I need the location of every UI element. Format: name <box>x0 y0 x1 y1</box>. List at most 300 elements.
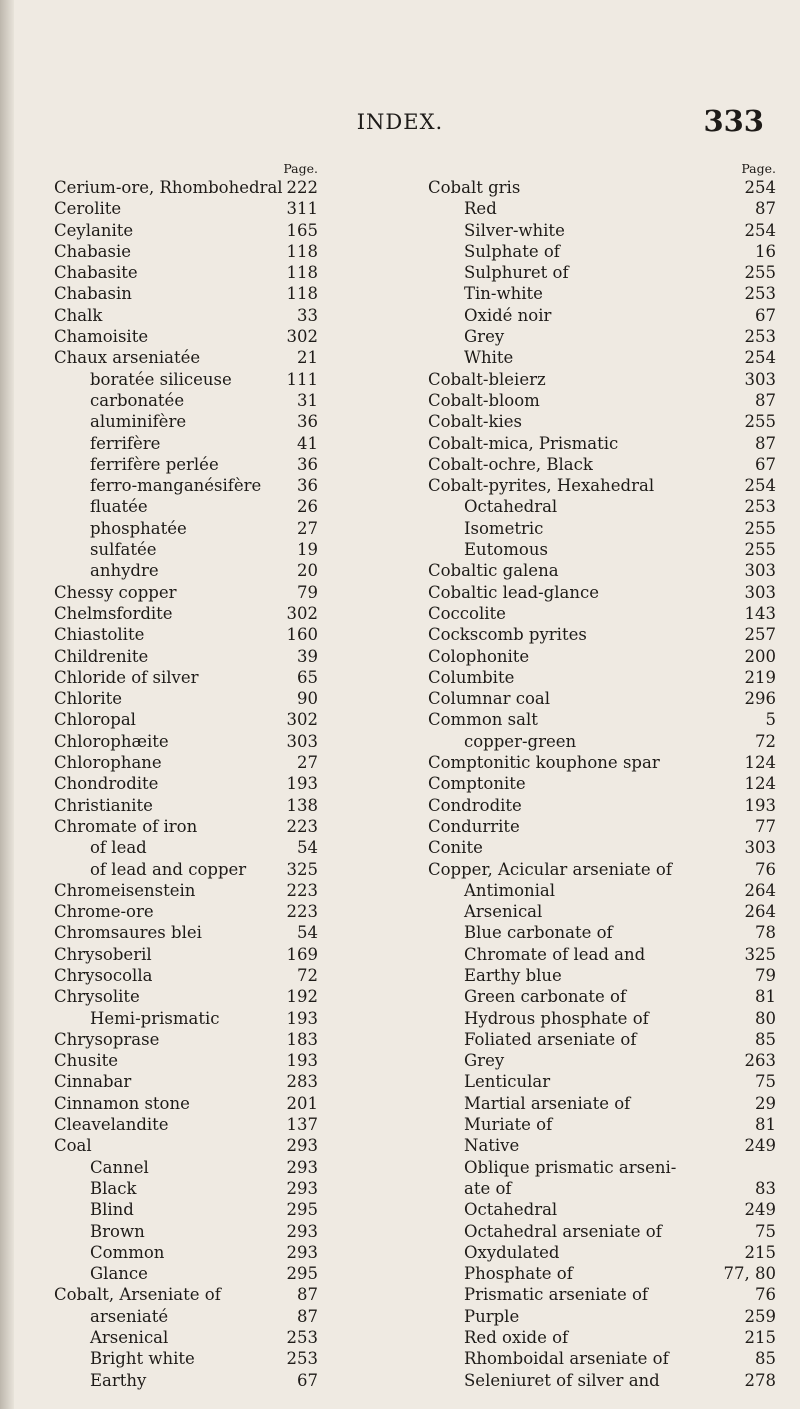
index-entry <box>54 922 394 943</box>
entry-term: Chlorophane <box>54 753 162 773</box>
entry-page: 264 <box>744 902 776 922</box>
entry-term: Condrodite <box>428 795 522 815</box>
index-entry <box>428 646 776 667</box>
entry-term: Grey <box>464 327 505 347</box>
entry-term: Chiastolite <box>54 625 145 645</box>
index-entry <box>54 1306 394 1327</box>
entry-page: 257 <box>744 625 776 645</box>
index-entry <box>428 1327 776 1348</box>
entry-term: Comptonitic kouphone spar <box>428 753 660 773</box>
entry-term: Silver-white <box>464 220 565 240</box>
index-entry <box>54 1114 394 1135</box>
entry-page: 215 <box>744 1328 776 1348</box>
entry-page: 87 <box>297 1306 318 1326</box>
entry-page: 81 <box>755 1115 776 1135</box>
entry-term: Red <box>464 199 497 219</box>
entry-page: 223 <box>286 816 318 836</box>
entry-page: 223 <box>286 902 318 922</box>
entry-page: 41 <box>297 433 318 453</box>
entry-page: 111 <box>286 369 318 389</box>
entry-page: 21 <box>297 348 318 368</box>
entry-page: 169 <box>286 944 318 964</box>
entry-page: 293 <box>286 1221 318 1241</box>
entry-term: Oxydulated <box>464 1242 560 1262</box>
entry-term: Arsenical <box>90 1328 169 1348</box>
entry-page: 193 <box>744 795 776 815</box>
index-entry <box>54 1221 394 1242</box>
entry-page: 255 <box>744 263 776 283</box>
entry-term: Cobaltic lead-glance <box>428 582 599 602</box>
index-entry <box>428 773 776 794</box>
entry-term: Ceylanite <box>54 220 134 240</box>
entry-page: 311 <box>286 199 318 219</box>
entry-term: ate of <box>464 1178 512 1198</box>
index-entry <box>428 986 776 1007</box>
index-entry <box>428 1221 776 1242</box>
entry-page: 77, 80 <box>723 1264 776 1284</box>
entry-page: 54 <box>297 923 318 943</box>
entry-term: phosphatée <box>90 518 187 538</box>
index-entry <box>54 709 394 730</box>
entry-page: 75 <box>755 1221 776 1241</box>
entry-page: 76 <box>755 859 776 879</box>
entry-term: of lead <box>90 838 147 858</box>
index-entry <box>54 986 394 1007</box>
entry-term: Chaux arseniatée <box>54 348 201 368</box>
index-entry <box>428 688 776 709</box>
entry-term: Earthy blue <box>464 965 562 985</box>
entry-term: Chrysoprase <box>54 1029 160 1049</box>
entry-page: 253 <box>744 497 776 517</box>
entry-term: Cobalt-bleierz <box>428 369 546 389</box>
index-entry <box>54 283 394 304</box>
entry-page: 264 <box>744 880 776 900</box>
entry-page: 253 <box>286 1349 318 1369</box>
index-entry <box>428 901 776 922</box>
entry-term: aluminifère <box>90 412 187 432</box>
entry-page: 193 <box>286 1051 318 1071</box>
index-entry <box>428 1370 776 1391</box>
entry-page: 143 <box>744 603 776 623</box>
entry-term: ferrifère <box>90 433 161 453</box>
entry-page: 254 <box>744 348 776 368</box>
entry-term: carbonatée <box>90 390 185 410</box>
entry-term: Chessy copper <box>54 582 177 602</box>
entry-term: Tin-white <box>464 284 543 304</box>
index-entry <box>428 454 776 475</box>
entry-term: fluatée <box>90 497 148 517</box>
index-entry <box>54 944 394 965</box>
entry-page: 33 <box>297 305 318 325</box>
entry-page: 255 <box>744 540 776 560</box>
entry-term: Colophonite <box>428 646 530 666</box>
entry-page: 255 <box>744 412 776 432</box>
entry-page: 76 <box>755 1285 776 1305</box>
index-entry <box>428 1306 776 1327</box>
entry-page: 124 <box>744 753 776 773</box>
index-entry <box>54 496 394 517</box>
index-entry <box>428 1157 776 1178</box>
entry-term: Prismatic arseniate of <box>464 1285 648 1305</box>
entry-term: Cinnabar <box>54 1072 132 1092</box>
entry-page: 283 <box>286 1072 318 1092</box>
index-entry <box>428 709 776 730</box>
entry-term: Arsenical <box>464 902 543 922</box>
entry-page: 249 <box>744 1200 776 1220</box>
entry-term: Chrysocolla <box>54 965 153 985</box>
entry-page: 193 <box>286 774 318 794</box>
entry-term: arseniaté <box>90 1306 169 1326</box>
entry-page: 295 <box>286 1200 318 1220</box>
entry-term: ferro-manganésifère <box>90 476 262 496</box>
entry-term: Octahedral arseniate of <box>464 1221 662 1241</box>
entry-term: Octahedral <box>464 1200 558 1220</box>
index-entry <box>54 880 394 901</box>
entry-page: 325 <box>744 944 776 964</box>
entry-term: anhydre <box>90 561 159 581</box>
index-entry <box>54 731 394 752</box>
entry-term: Conite <box>428 838 483 858</box>
entry-page: 254 <box>744 178 776 197</box>
entry-page: 293 <box>286 1136 318 1156</box>
entry-page: 80 <box>755 1008 776 1028</box>
entry-page: 54 <box>297 838 318 858</box>
entry-term: Christianite <box>54 795 153 815</box>
entry-term: Chlorophæite <box>54 731 169 751</box>
entry-page: 293 <box>286 1178 318 1198</box>
entry-page: 118 <box>286 263 318 283</box>
entry-page: 138 <box>286 795 318 815</box>
entry-page: 124 <box>744 774 776 794</box>
entry-term: White <box>464 348 514 368</box>
index-entries-right <box>428 177 776 1391</box>
index-entry <box>428 1050 776 1071</box>
entry-term: Cerolite <box>54 199 122 219</box>
index-entry <box>428 859 776 880</box>
index-entry <box>428 1114 776 1135</box>
entry-page: 303 <box>744 838 776 858</box>
entry-term: sulfatée <box>90 540 157 560</box>
entry-term: Lenticular <box>464 1072 551 1092</box>
entry-page: 183 <box>286 1029 318 1049</box>
entry-page: 26 <box>297 497 318 517</box>
entry-term: Chabasie <box>54 241 131 261</box>
entry-term: Grey <box>464 1051 505 1071</box>
index-entry <box>428 944 776 965</box>
entry-page: 83 <box>755 1178 776 1198</box>
entry-page: 325 <box>286 859 318 879</box>
index-entry <box>54 1242 394 1263</box>
entry-page: 293 <box>286 1242 318 1262</box>
entry-term: Bright white <box>90 1349 195 1369</box>
index-entry <box>54 582 394 603</box>
entry-term: Childrenite <box>54 646 149 666</box>
index-entries-left <box>54 177 394 1391</box>
entry-page: 253 <box>286 1328 318 1348</box>
entry-page: 192 <box>286 987 318 1007</box>
entry-term: Coal <box>54 1136 92 1156</box>
index-entry <box>428 496 776 517</box>
entry-term: Chusite <box>54 1051 119 1071</box>
entry-term: Cobalt-ochre, Black <box>428 454 593 474</box>
index-entry <box>54 816 394 837</box>
entry-page: 259 <box>744 1306 776 1326</box>
index-entry <box>428 518 776 539</box>
entry-term: Martial arseniate of <box>464 1093 631 1113</box>
index-entry <box>428 369 776 390</box>
entry-page: 79 <box>755 965 776 985</box>
entry-term: Chrysoberil <box>54 944 152 964</box>
entry-page: 249 <box>744 1136 776 1156</box>
entry-term: Cobalt, Arseniate of <box>54 1285 221 1305</box>
index-entry <box>54 859 394 880</box>
page-edge-shadow <box>0 0 14 1409</box>
index-entry <box>54 1178 394 1199</box>
entry-page: 5 <box>765 710 776 730</box>
column-heading <box>428 159 776 177</box>
entry-term: Cobalt-bloom <box>428 390 540 410</box>
index-entry <box>428 582 776 603</box>
entry-term: Chromsaures blei <box>54 923 202 943</box>
page-number: 333 <box>703 104 764 138</box>
entry-term: Copper, Acicular arseniate of <box>428 859 672 879</box>
entry-page: 78 <box>755 923 776 943</box>
index-entry <box>428 347 776 368</box>
index-entry <box>54 305 394 326</box>
entry-page: 118 <box>286 284 318 304</box>
entry-term: Oblique prismatic arseni- <box>464 1157 677 1177</box>
entry-term: Columbite <box>428 667 515 687</box>
index-entry <box>428 283 776 304</box>
entry-page: 27 <box>297 753 318 773</box>
entry-term: Chloropal <box>54 710 136 730</box>
entry-term: Chamoisite <box>54 327 149 347</box>
index-entry <box>54 1071 394 1092</box>
entry-page: 253 <box>744 284 776 304</box>
entry-term: Chondrodite <box>54 774 159 794</box>
entry-term: Coccolite <box>428 603 506 623</box>
entry-page: 255 <box>744 518 776 538</box>
entry-term: of lead and copper <box>90 859 247 879</box>
entry-page: 36 <box>297 476 318 496</box>
index-entry <box>428 603 776 624</box>
entry-page: 87 <box>755 199 776 219</box>
index-entry <box>428 198 776 219</box>
entry-term: Chabasin <box>54 284 132 304</box>
entry-term: Red oxide of <box>464 1328 569 1348</box>
entry-page: 87 <box>755 433 776 453</box>
entry-term: Condurrite <box>428 816 520 836</box>
index-entry <box>428 326 776 347</box>
entry-page: 87 <box>755 390 776 410</box>
entry-term: Muriate of <box>464 1115 553 1135</box>
index-entry <box>428 305 776 326</box>
index-entry <box>54 1263 394 1284</box>
entry-term: Chromeisenstein <box>54 880 196 900</box>
index-entry <box>54 177 394 198</box>
index-entry <box>54 220 394 241</box>
entry-page: 67 <box>755 305 776 325</box>
index-entry <box>428 560 776 581</box>
page-heading-label: Page. <box>283 161 318 176</box>
index-entry <box>54 1050 394 1071</box>
entry-page: 27 <box>297 518 318 538</box>
index-entry <box>428 411 776 432</box>
index-entry <box>54 646 394 667</box>
entry-term: Cleavelandite <box>54 1115 169 1135</box>
index-entry <box>428 1263 776 1284</box>
index-entry <box>428 220 776 241</box>
index-entry <box>428 475 776 496</box>
index-entry <box>54 241 394 262</box>
entry-term: Cockscomb pyrites <box>428 625 587 645</box>
entry-term: Chromate of iron <box>54 816 198 836</box>
entry-term: Common salt <box>428 710 538 730</box>
entry-page: 75 <box>755 1072 776 1092</box>
index-entry <box>54 1029 394 1050</box>
index-entry <box>428 1178 776 1199</box>
entry-page: 302 <box>286 710 318 730</box>
index-entry <box>428 624 776 645</box>
entry-term: Cinnamon stone <box>54 1093 190 1113</box>
running-title: INDEX. <box>356 110 444 134</box>
entry-page: 201 <box>286 1093 318 1113</box>
entry-page: 215 <box>744 1242 776 1262</box>
entry-term: Chloride of silver <box>54 667 199 687</box>
entry-page: 20 <box>297 561 318 581</box>
index-entry <box>428 965 776 986</box>
entry-term: Native <box>464 1136 520 1156</box>
entry-page: 302 <box>286 327 318 347</box>
entry-term: Chrysolite <box>54 987 140 1007</box>
entry-term: Black <box>90 1178 137 1198</box>
entry-term: Chlorite <box>54 689 123 709</box>
entry-page: 165 <box>286 220 318 240</box>
entry-page: 36 <box>297 412 318 432</box>
entry-page: 77 <box>755 816 776 836</box>
index-entry <box>54 262 394 283</box>
entry-term: Chelmsfordite <box>54 603 173 623</box>
index-entry <box>428 1348 776 1369</box>
index-entry <box>428 390 776 411</box>
entry-page: 118 <box>286 241 318 261</box>
index-entry <box>54 454 394 475</box>
entry-page: 81 <box>755 987 776 1007</box>
entry-term: Eutomous <box>464 540 548 560</box>
index-entry <box>428 433 776 454</box>
entry-term: Sulphuret of <box>464 263 569 283</box>
entry-page: 39 <box>297 646 318 666</box>
index-entry <box>54 1157 394 1178</box>
entry-term: Cerium-ore, Rhombohedral <box>54 178 283 197</box>
index-entry <box>54 198 394 219</box>
index-entry <box>54 667 394 688</box>
entry-page: 219 <box>744 667 776 687</box>
entry-page: 29 <box>755 1093 776 1113</box>
entry-page: 303 <box>744 369 776 389</box>
index-entry <box>428 880 776 901</box>
entry-term: Columnar coal <box>428 689 550 709</box>
entry-page: 72 <box>297 965 318 985</box>
entry-term: Cobalt-kies <box>428 412 522 432</box>
index-entry <box>54 411 394 432</box>
entry-page: 67 <box>297 1370 318 1390</box>
entry-page: 293 <box>286 1157 318 1177</box>
entry-term: copper-green <box>464 731 577 751</box>
entry-page: 137 <box>286 1115 318 1135</box>
entry-term: Phosphate of <box>464 1264 573 1284</box>
index-entry <box>54 326 394 347</box>
index-entry <box>54 837 394 858</box>
index-entry <box>428 837 776 858</box>
entry-page: 36 <box>297 454 318 474</box>
entry-term: Sulphate of <box>464 241 560 261</box>
entry-page: 67 <box>755 454 776 474</box>
index-entry <box>54 560 394 581</box>
index-entry <box>428 177 776 198</box>
column-heading <box>54 159 394 177</box>
entry-page: 254 <box>744 476 776 496</box>
entry-term: Chrome-ore <box>54 902 154 922</box>
entry-page: 278 <box>744 1370 776 1390</box>
index-entry <box>54 1135 394 1156</box>
index-entry <box>54 433 394 454</box>
entry-term: ferrifère perlée <box>90 454 219 474</box>
entry-term: Earthy <box>90 1370 147 1390</box>
index-entry <box>428 1242 776 1263</box>
index-entry <box>54 539 394 560</box>
entry-term: Comptonite <box>428 774 526 794</box>
index-entry <box>428 795 776 816</box>
entry-page: 303 <box>744 582 776 602</box>
index-entry <box>428 1071 776 1092</box>
index-entry <box>428 667 776 688</box>
index-entry <box>428 1135 776 1156</box>
index-entry <box>54 688 394 709</box>
entry-term: Cannel <box>90 1157 149 1177</box>
entry-term: Cobaltic galena <box>428 561 559 581</box>
entry-page: 72 <box>755 731 776 751</box>
entry-term: Isometric <box>464 518 544 538</box>
entry-term: Cobalt gris <box>428 178 521 197</box>
index-entry <box>54 901 394 922</box>
index-entry <box>54 369 394 390</box>
entry-page: 65 <box>297 667 318 687</box>
index-entry <box>54 795 394 816</box>
entry-term: Chabasite <box>54 263 138 283</box>
index-entry <box>428 539 776 560</box>
entry-page: 31 <box>297 390 318 410</box>
index-entry <box>428 731 776 752</box>
entry-page: 222 <box>286 178 318 197</box>
entry-page: 296 <box>744 689 776 709</box>
entry-term: Rhomboidal arseniate of <box>464 1349 669 1369</box>
entry-page: 90 <box>297 689 318 709</box>
entry-term: Brown <box>90 1221 145 1241</box>
index-entry <box>54 624 394 645</box>
entry-term: Green carbonate of <box>464 987 627 1007</box>
entry-page: 253 <box>744 327 776 347</box>
index-entry <box>54 1008 394 1029</box>
entry-term: Octahedral <box>464 497 558 517</box>
entry-term: Cobalt-pyrites, Hexahedral <box>428 476 655 496</box>
entry-page: 19 <box>297 540 318 560</box>
entry-page: 85 <box>755 1029 776 1049</box>
index-entry <box>428 922 776 943</box>
entry-page: 200 <box>744 646 776 666</box>
page-header <box>0 104 800 140</box>
index-entry <box>54 1199 394 1220</box>
